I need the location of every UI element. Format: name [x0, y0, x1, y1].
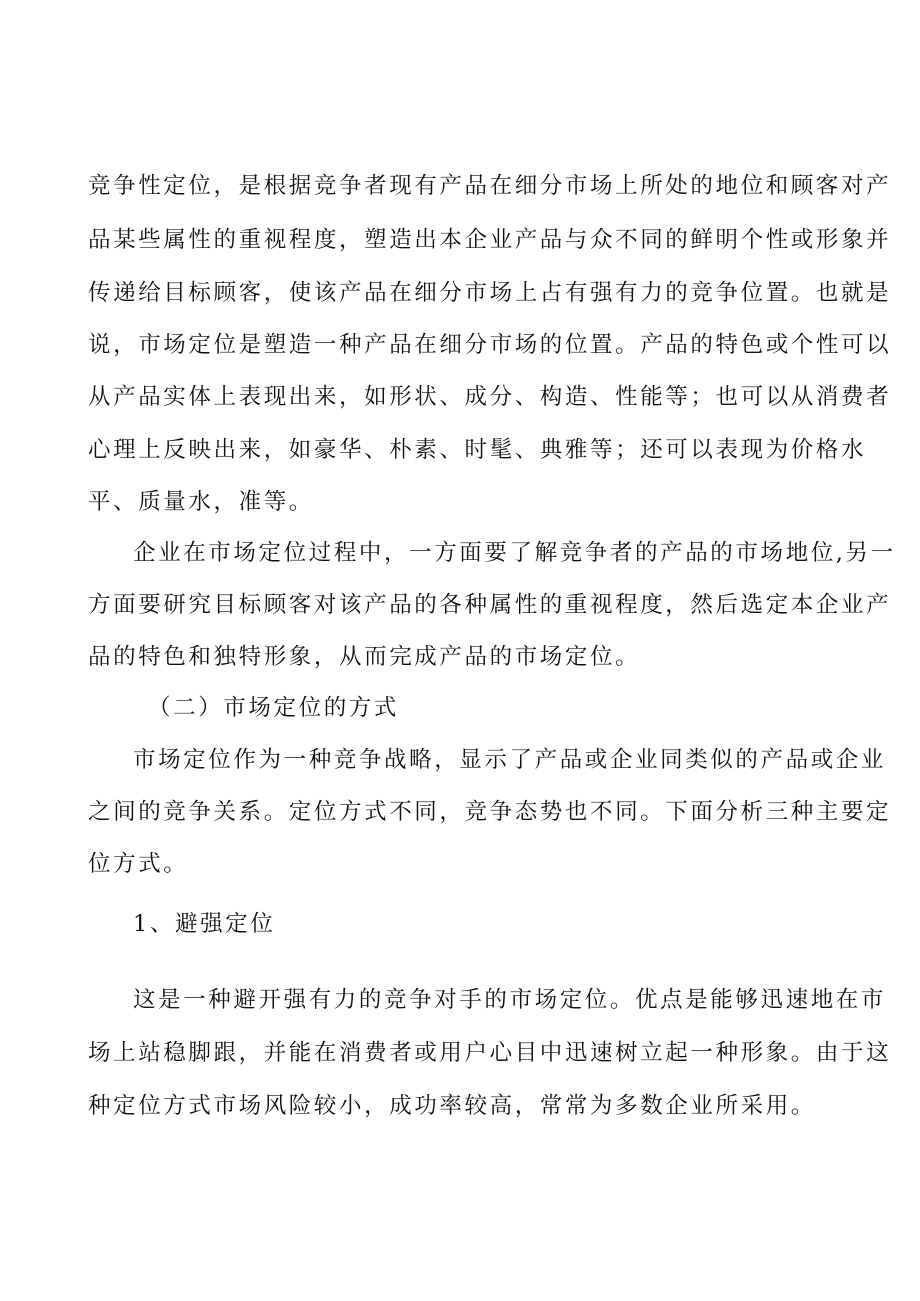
text-line: 心理上反映出来，如豪华、朴素、时髦、典雅等；还可以表现为价格水	[88, 437, 867, 463]
text-line: 竞争性定位，是根据竞争者现有产品在细分市场上所处的地位和顾客对产	[88, 173, 892, 199]
text-line: 传递给目标顾客，使该产品在细分市场上占有强有力的竞争位置。也就是	[88, 280, 892, 306]
text-line: 之间的竞争关系。定位方式不同，竞争态势也不同。下面分析三种主要定	[88, 799, 892, 825]
text-line: 市场定位作为一种竞争战略，显示了产品或企业同类似的产品或企业	[133, 747, 887, 773]
text-line: 场上站稳脚跟，并能在消费者或用户心目中迅速树立起一种形象。由于这	[88, 1040, 892, 1066]
text-line: 企业在市场定位过程中，一方面要了解竞争者的产品的市场地位,另一	[133, 540, 896, 566]
subsection-heading-avoid-strong: 1、避强定位	[133, 911, 276, 937]
text-line: 平、质量水，准等。	[88, 489, 314, 515]
text-line: 品某些属性的重视程度，塑造出本企业产品与众不同的鲜明个性或形象并	[88, 227, 892, 253]
text-line: 这是一种避开强有力的竞争对手的市场定位。优点是能够迅速地在市	[133, 987, 887, 1013]
text-line: 从产品实体上表现出来，如形状、成分、构造、性能等；也可以从消费者	[88, 384, 892, 410]
text-line: 说，市场定位是塑造一种产品在细分市场的位置。产品的特色或个性可以	[88, 332, 892, 358]
text-line: 位方式。	[88, 851, 189, 877]
section-heading-positioning-methods: （二）市场定位的方式	[148, 695, 400, 721]
text-line: 种定位方式市场风险较小，成功率较高，常常为多数企业所采用。	[88, 1093, 816, 1119]
text-line: 品的特色和独特形象，从而完成产品的市场定位。	[88, 644, 641, 670]
text-line: 方面要研究目标顾客对该产品的各种属性的重视程度，然后选定本企业产	[88, 592, 892, 618]
